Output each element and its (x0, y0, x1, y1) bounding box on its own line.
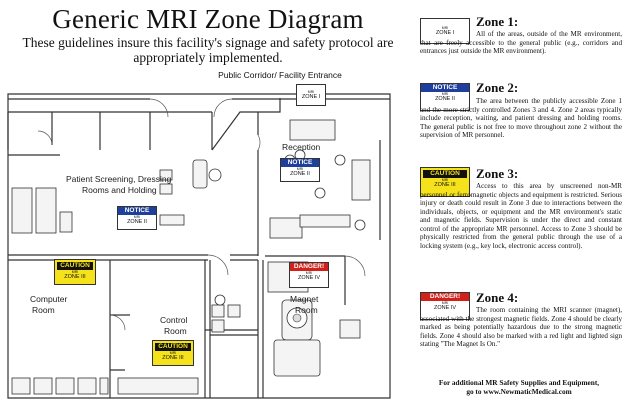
sign-mri-text: MRI (305, 271, 313, 275)
zone2-sign-reception (280, 158, 320, 182)
sign-header-text: NOTICE (281, 159, 319, 167)
sign-mri-text: MRI (296, 167, 304, 171)
zone1-description: All of the areas, outside of the MR environment, that are freely accessible to the general public (e.g., corridors and entrances just outside the MR environment). (420, 30, 622, 55)
sign-header-text: CAUTION (423, 170, 467, 178)
zone3-description: Access to this area by unscreened non-MR personnel or ferromagnetic objects and equipment is restricted. Serious injury or death could result in Zone 3 due to interactions between the individuals, objects, or equipment and the MR environment's static and magnetic fields. Supervision is under the direct and constant control of the appropriate MR personnel. Access to Zone 3 should be physically restricted from the general public through the use of a locking system (e.g., key lock, electronic access control). (420, 182, 622, 250)
sign-header-text: DANGER! (421, 293, 469, 301)
zone1-heading: Zone 1: (476, 14, 519, 29)
sign-header-text: NOTICE (421, 84, 469, 92)
sign-mri-text: MRI (441, 92, 449, 96)
zone4-description: The room containing the MRI scanner (magnet), associated with the strongest magnetic fields. Zone 4 should be clearly marked as being potentially hazardous due to the strong magnetic fields. Zone 4 should also be marked with a red light and lighted sign stating "The Magnet Is On." (420, 306, 622, 348)
zone3-sign-computer (54, 259, 96, 285)
sign-zone-text: ZONE III (64, 274, 86, 280)
sign-zone-text: ZONE II (127, 219, 147, 225)
sign-mri-text: MRI (441, 301, 449, 305)
sign-zone-text: ZONE III (434, 182, 456, 188)
sign-header-text: CAUTION (155, 343, 191, 351)
room-magnet-line1: Magnet (290, 294, 319, 304)
sign-mri-text: MRI (133, 215, 141, 219)
zone2-heading: Zone 2: (476, 80, 519, 95)
zone4-heading: Zone 4: (476, 290, 519, 305)
room-magnet-line2: Room (295, 305, 318, 315)
zone3-sign-control (152, 340, 194, 366)
page-title: Generic MRI Zone Diagram (52, 4, 364, 34)
room-control-line2: Room (164, 326, 187, 336)
sign-zone-text: ZONE III (162, 355, 184, 361)
room-screening-line1: Patient Screening, Dressing (66, 174, 172, 184)
entrance-label: Public Corridor/ Facility Entrance (218, 70, 342, 80)
sign-zone-text: ZONE I (301, 94, 321, 100)
zone2-sign-screening (117, 206, 157, 230)
room-control-line1: Control (160, 315, 188, 325)
room-screening-line2: Rooms and Holding (82, 185, 157, 195)
sign-mri-text: MRI (71, 270, 79, 274)
footer-line2[interactable]: go to www.NewmaticMedical.com (466, 387, 572, 396)
sign-zone-text: ZONE II (435, 96, 455, 102)
room-labels (30, 142, 321, 336)
sign-zone-text: ZONE IV (433, 305, 456, 311)
sign-mri-text: MRI (441, 26, 449, 30)
room-reception: Reception (282, 142, 321, 152)
footer-line1: For additional MR Safety Supplies and Equipment, (438, 378, 600, 387)
sign-zone-text: ZONE II (290, 171, 310, 177)
zone2-description: The area between the publicly accessible Zone 1 and the more strictly controlled Zones 3 and 4. Zone 2 areas typically include reception, waiting, and patient dressing and holding rooms. The general public is not free to move throughout zone 2 without the supervision of MR personnel. (420, 97, 622, 139)
sign-zone-text: ZONE I (435, 30, 455, 36)
sign-mri-text: MRI (441, 178, 449, 182)
sign-header-text: DANGER! (290, 263, 328, 271)
room-computer-line2: Room (32, 305, 55, 315)
sign-header-text: CAUTION (57, 262, 93, 270)
zone3-heading: Zone 3: (476, 166, 519, 181)
sign-mri-text: MRI (307, 90, 315, 94)
sign-header-text: NOTICE (118, 207, 156, 215)
room-computer-line1: Computer (30, 294, 68, 304)
footer (412, 378, 626, 396)
page-subtitle: These guidelines insure this facility's signage and safety protocol are appropriately implemented. (22, 35, 394, 65)
zone1-sign-entrance (296, 84, 326, 106)
zone4-sign-magnet (289, 262, 329, 288)
sign-mri-text: MRI (169, 351, 177, 355)
sign-zone-text: ZONE IV (297, 275, 320, 281)
